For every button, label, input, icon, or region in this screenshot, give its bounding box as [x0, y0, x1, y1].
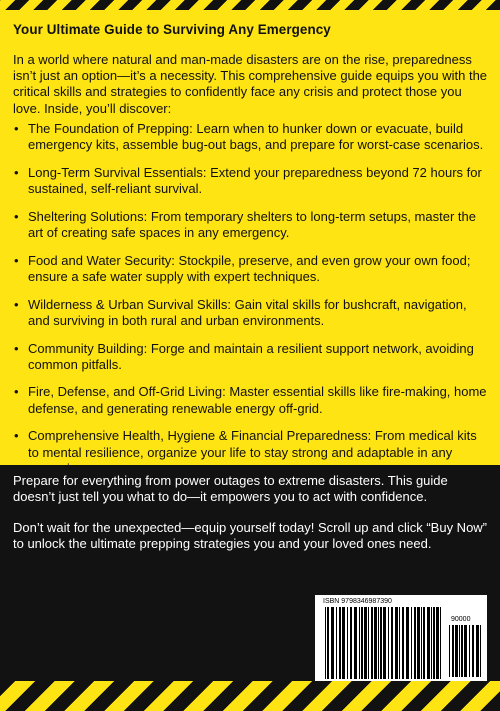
hazard-stripe-bottom: [0, 681, 500, 711]
cover-heading: Your Ultimate Guide to Surviving Any Emergency: [13, 22, 331, 37]
bullet-icon: •: [14, 340, 19, 356]
bullet-icon: •: [14, 208, 19, 224]
feature-text: The Foundation of Prepping: Learn when to hunker down or evacuate, build emergency kits, assemble bug-out bags, and prepare for worst-case scenarios.: [28, 121, 484, 153]
yellow-panel: [0, 10, 500, 465]
isbn-barcode: [315, 595, 487, 695]
feature-item: [0, 253, 488, 285]
feature-text: Wilderness & Urban Survival Skills: Gain vital skills for bushcraft, navigation, and surviving in both rural and urban environments.: [28, 296, 467, 328]
bullet-icon: •: [14, 121, 19, 136]
closing-paragraph-2: Don’t wait for the unexpected—equip yourself today! Scroll up and click “Buy Now” to unlock the ultimate prepping strategies you and your loved ones need.: [13, 520, 488, 552]
intro-paragraph: In a world where natural and man-made disasters are on the rise, preparedness isn’t just an option—it’s a necessity. This comprehensive guide equips you with the critical skills and strategies to confidently face any crisis and protect those you love. Inside, you’ll discover:: [13, 52, 488, 116]
closing-paragraph-1: Prepare for everything from power outages to extreme disasters. This guide doesn’t just tell you what to do—it empowers you to act with confidence.: [13, 473, 448, 505]
addon-barcode-bars: [449, 625, 483, 677]
isbn-label: ISBN 9798346987390: [323, 598, 392, 605]
feature-item: [0, 165, 488, 197]
feature-item: [0, 209, 488, 241]
feature-item: [0, 297, 488, 329]
feature-text: Fire, Defense, and Off-Grid Living: Master essential skills like fire-making, home defense, and generating renewable energy off-grid.: [28, 384, 487, 416]
bullet-icon: •: [14, 384, 19, 400]
price-code: 90000: [451, 616, 471, 623]
feature-text: Food and Water Security: Stockpile, preserve, and even grow your own food; ensure a safe water supply with expert techniques.: [28, 252, 471, 284]
bullet-icon: •: [14, 296, 19, 312]
feature-list: [0, 121, 500, 488]
feature-text: Long-Term Survival Essentials: Extend your preparedness beyond 72 hours for sustained, self-reliant survival.: [28, 164, 482, 197]
feature-item: [0, 341, 488, 373]
barcode-bars: [325, 607, 445, 679]
feature-item: [0, 121, 488, 153]
feature-text: Sheltering Solutions: From temporary shelters to long-term setups, master the art of creating safe spaces in any emergency.: [28, 208, 476, 241]
bullet-icon: •: [14, 252, 19, 268]
feature-item: [0, 384, 488, 416]
bullet-icon: •: [14, 428, 19, 444]
black-panel: [0, 465, 500, 681]
hazard-stripe-top: [0, 0, 500, 10]
feature-text: Comprehensive Health, Hygiene & Financial Preparedness: From medical kits to mental resilience, organize your life to stay strong and adaptable in any: [28, 428, 477, 460]
feature-text: Community Building: Forge and maintain a resilient support network, avoiding common pitfalls.: [28, 340, 474, 372]
bullet-icon: •: [14, 164, 19, 180]
